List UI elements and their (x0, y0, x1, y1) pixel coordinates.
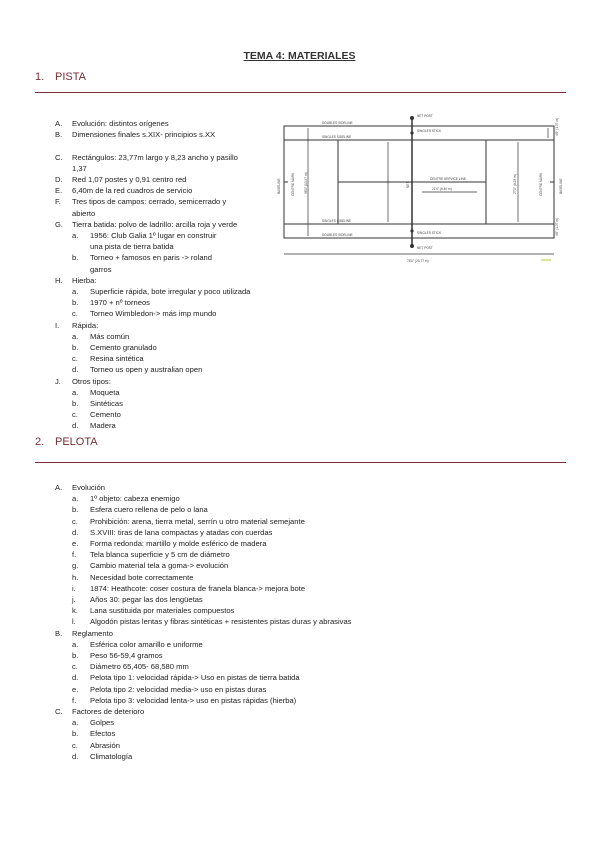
page-title: TEMA 4: MATERIALES (243, 50, 356, 62)
net-post-label-bottom: NET POST (417, 246, 433, 250)
list-item-text: 1970 + nº torneos (90, 298, 150, 308)
baseline-label-right: BASELINE (559, 178, 563, 194)
list-marker: f. (72, 695, 77, 705)
list-marker: A. (55, 119, 63, 128)
list-marker: e. (72, 684, 79, 694)
sub-list-item (55, 398, 290, 409)
list-marker: D. (55, 175, 63, 184)
tennis-court-diagram (272, 112, 567, 264)
list-item (55, 152, 290, 163)
list-marker: a. (72, 231, 79, 241)
list-marker: A. (55, 483, 63, 492)
baseline-label-left: BASELINE (277, 178, 281, 194)
list-item (55, 275, 290, 286)
list-item-text: Lana sustituida por materiales compuestos (90, 606, 235, 616)
section-title: PELOTA (55, 436, 98, 448)
list-marker: a. (72, 331, 79, 341)
list-marker: c. (72, 740, 78, 750)
list-item-text: Superficie rápida, bote irregular y poco utilizada (90, 287, 251, 297)
list-item-text: Rectángulos: 23,77m largo y 8,23 ancho y pasillo (72, 152, 238, 162)
list-item (55, 482, 555, 493)
section-number: 2. (35, 436, 45, 448)
list-item-text: Algodón pistas lentas y fibras sintéticas + resistentes pistas duras y abrasivas (90, 617, 352, 627)
list-item (55, 320, 290, 331)
sub-list-item (55, 740, 555, 751)
net-post-top (410, 116, 414, 120)
net-label: NET (406, 181, 410, 188)
sub-list-item (55, 342, 290, 353)
list-item-text: Esfera cuero rellena de pelo o lana (90, 505, 208, 515)
doubles-sideline-label-top: DOUBLES SIDELINE (322, 121, 353, 125)
list-item-text: Resina sintética (90, 354, 144, 364)
list-marker: a. (72, 494, 79, 504)
sub-list-item (55, 308, 290, 319)
net-post-label-top: NET POST (417, 114, 433, 118)
list-item-text: Factores de deterioro (72, 707, 145, 717)
pelota-list (55, 482, 555, 762)
list-item-text: Pelota tipo 1: velocidad rápida-> Uso en pistas de tierra batida (90, 673, 300, 683)
list-item (55, 628, 555, 639)
sub-list-item (55, 549, 555, 560)
list-item-text: Pelota tipo 3: velocidad lenta-> uso en pistas rápidas (hierba) (90, 695, 297, 705)
net-width-label: 36'0" (10.97 m) (304, 172, 308, 194)
pista-list (55, 118, 290, 432)
sub-list-item (55, 672, 555, 683)
list-item-text: Años 30: pegar las dos lengüetas (90, 595, 203, 605)
sub-list-item (55, 364, 290, 375)
list-marker: d. (72, 527, 79, 537)
sub-list-item (55, 286, 290, 297)
list-item-text: Cemento (90, 410, 121, 420)
list-marker: g. (72, 561, 79, 571)
list-item-text: Torneo us open y australian open (90, 365, 203, 375)
sub-list-item (55, 572, 555, 583)
list-item-text: Peso 56-59,4 gramos (90, 651, 163, 661)
list-marker: c. (72, 354, 78, 364)
sub-list-item (55, 527, 555, 538)
list-item (55, 185, 290, 196)
list-item-text: 1,37 (72, 163, 87, 173)
list-item-text: S.XVIII: tiras de lana compactas y atadas con cuerdas (90, 527, 273, 537)
section-divider (35, 462, 566, 463)
list-item-text: Evolución (72, 483, 105, 492)
list-item-text: Tela blanca superficie y 5 cm de diámetro (90, 550, 230, 560)
list-marker: h. (72, 572, 79, 582)
list-marker: a. (72, 718, 79, 728)
list-item-text: 6,40m de la red cuadros de servicio (72, 186, 193, 196)
sub-list-item (55, 241, 290, 252)
sub-list-item (55, 516, 555, 527)
list-item-text: Prohibición: arena, tierra metal, serrín u otro material semejante (90, 516, 305, 526)
singles-stick-top (410, 131, 413, 134)
list-item (55, 118, 290, 129)
list-item-text: garros (90, 264, 112, 274)
list-item (55, 174, 290, 185)
list-item-text: Tres tipos de campos: cerrado, semicerrado y (72, 197, 227, 207)
list-marker: c. (72, 662, 78, 672)
sub-list-item (55, 264, 290, 275)
list-marker: d. (72, 751, 79, 761)
sub-list-item (55, 616, 555, 627)
list-item-text: 1874: Heathcote: coser costura de franela blanca-> mejora bote (90, 583, 306, 593)
list-item-text: Efectos (90, 729, 116, 739)
list-marker: I. (55, 320, 60, 330)
sub-list-item (55, 594, 555, 605)
list-item (55, 129, 290, 140)
list-item-text: abierto (72, 208, 96, 218)
list-marker: B. (55, 628, 63, 638)
list-marker: a. (72, 287, 79, 297)
list-marker: d. (72, 421, 79, 431)
list-item-text: Dimensiones finales s.XIX- principios s.XX (72, 130, 216, 140)
list-marker: F. (55, 197, 61, 207)
sub-list-item (55, 639, 555, 650)
list-marker: i. (72, 583, 76, 593)
list-item (55, 376, 290, 387)
court-length-label: 78'0" (23.77 m) (407, 259, 429, 263)
list-item (55, 219, 290, 230)
list-marker: l. (72, 617, 76, 627)
sub-list-item (55, 420, 290, 431)
list-item-text: Torneo + famosos en paris -> roland (90, 253, 212, 263)
list-marker: C. (55, 152, 63, 162)
sub-list-item (55, 661, 555, 672)
list-item-text: Esférica color amarillo e uniforme (90, 639, 203, 649)
singles-stick-label-bottom: SINGLES STICK (417, 231, 442, 235)
list-item-text: Rápida: (72, 320, 99, 330)
singles-stick-label-top: SINGLES STICK (417, 129, 442, 133)
singles-width-label: 27'0" (8.23 m) (513, 174, 517, 194)
sub-list-item (55, 650, 555, 661)
singles-sideline-label-bottom: SINGLES SIDELINE (322, 219, 352, 223)
list-marker: k. (72, 606, 78, 616)
centre-mark-label-left: CENTRE MARK (291, 172, 295, 196)
list-item-text: Climatología (90, 751, 133, 761)
list-marker: a. (72, 387, 79, 397)
list-item-text: Necesidad bote correctamente (90, 572, 194, 582)
list-marker: j. (72, 595, 76, 605)
doubles-sideline-label-bottom: DOUBLES SIDELINE (322, 233, 353, 237)
centre-mark-label-right: CENTRE MARK (539, 172, 543, 196)
list-marker: d. (72, 673, 79, 683)
list-marker: C. (55, 707, 63, 717)
centre-service-line-label: CENTRE SERVICE LINE (430, 177, 466, 181)
list-item-text: Más común (90, 331, 130, 341)
singles-sideline-label-top: SINGLES SIDELINE (322, 135, 352, 139)
list-item-text: Diámetro 65,405- 68,580 mm (90, 662, 189, 672)
sub-list-item (55, 751, 555, 762)
list-item-text: Otros tipos: (72, 376, 111, 386)
list-marker: b. (72, 399, 79, 409)
centre-service-length-label: 21'0" (6.40 m) (432, 187, 452, 191)
list-marker: c. (72, 516, 78, 526)
sub-list-item (55, 297, 290, 308)
list-marker: E. (55, 186, 63, 196)
list-item-text: Forma redonda: martillo y molde esférico de madera (90, 539, 267, 549)
section-heading-pista (35, 71, 86, 83)
list-marker: G. (55, 219, 64, 229)
list-item-text: Cemento granulado (90, 343, 157, 353)
sub-list-item (55, 230, 290, 241)
section-title: PISTA (55, 71, 86, 83)
sub-list-item (55, 409, 290, 420)
list-marker: b. (72, 298, 79, 308)
net-post-bottom (410, 244, 414, 248)
list-marker: J. (55, 376, 61, 386)
list-marker: c. (72, 410, 78, 420)
list-marker: b. (72, 505, 79, 515)
sub-list-item (55, 387, 290, 398)
list-marker: a. (72, 639, 79, 649)
list-item (55, 208, 290, 219)
list-marker: B. (55, 130, 63, 140)
list-marker: f. (72, 550, 77, 560)
sub-list-item (55, 560, 555, 571)
section-number: 1. (35, 71, 45, 83)
list-item-text: una pista de tierra batida (90, 242, 174, 252)
sub-list-item (55, 252, 290, 263)
alley-label-top: 4'6" (1.37 m) (555, 117, 559, 136)
list-item (55, 163, 290, 174)
section-divider (35, 92, 566, 93)
list-item-text: Cambio material tela a goma-> evolución (90, 561, 229, 571)
list-marker: c. (72, 309, 78, 319)
list-item (55, 140, 290, 151)
list-item-text: Pelota tipo 2: velocidad media-> uso en pistas duras (90, 684, 267, 694)
sub-list-item (55, 695, 555, 706)
sub-list-item (55, 493, 555, 504)
list-item-text: Golpes (90, 718, 115, 728)
singles-stick-bottom (410, 229, 413, 232)
list-marker: b. (72, 651, 79, 661)
sub-list-item (55, 353, 290, 364)
sub-list-item (55, 538, 555, 549)
list-item-text: Evolución: distintos orígenes (72, 119, 169, 128)
list-marker: d. (72, 365, 79, 375)
sub-list-item (55, 504, 555, 515)
section-heading-pelota (35, 436, 98, 448)
list-item-text: Madera (90, 421, 116, 431)
alley-label-bottom: 4'6" (1.37 m) (555, 217, 559, 236)
sub-list-item (55, 728, 555, 739)
sub-list-item (55, 717, 555, 728)
list-marker: b. (72, 253, 79, 263)
list-item-text: Tierra batida: polvo de ladrillo: arcilla roja y verde (72, 219, 238, 229)
list-item-text: Moqueta (90, 387, 120, 397)
list-item-text: 1º objeto: cabeza enemigo (90, 494, 180, 504)
list-marker: b. (72, 729, 79, 739)
list-marker: H. (55, 275, 63, 285)
list-item-text: Sintéticas (90, 399, 123, 409)
list-item-text: Torneo Wimbledon-> más imp mundo (90, 309, 217, 319)
list-item (55, 196, 290, 207)
list-item (55, 706, 555, 717)
list-item-text: Reglamento (72, 628, 113, 638)
sub-list-item (55, 684, 555, 695)
list-marker: b. (72, 343, 79, 353)
list-item-text: 1956: Club Galia 1º lugar en construir (90, 231, 217, 241)
sub-list-item (55, 605, 555, 616)
list-item-text: Red 1,07 postes y 0,91 centro red (72, 175, 187, 184)
sub-list-item (55, 583, 555, 594)
list-marker: e. (72, 539, 79, 549)
list-item-text: Hierba: (72, 275, 97, 285)
sub-list-item (55, 331, 290, 342)
list-item-text: Abrasión (90, 740, 120, 750)
